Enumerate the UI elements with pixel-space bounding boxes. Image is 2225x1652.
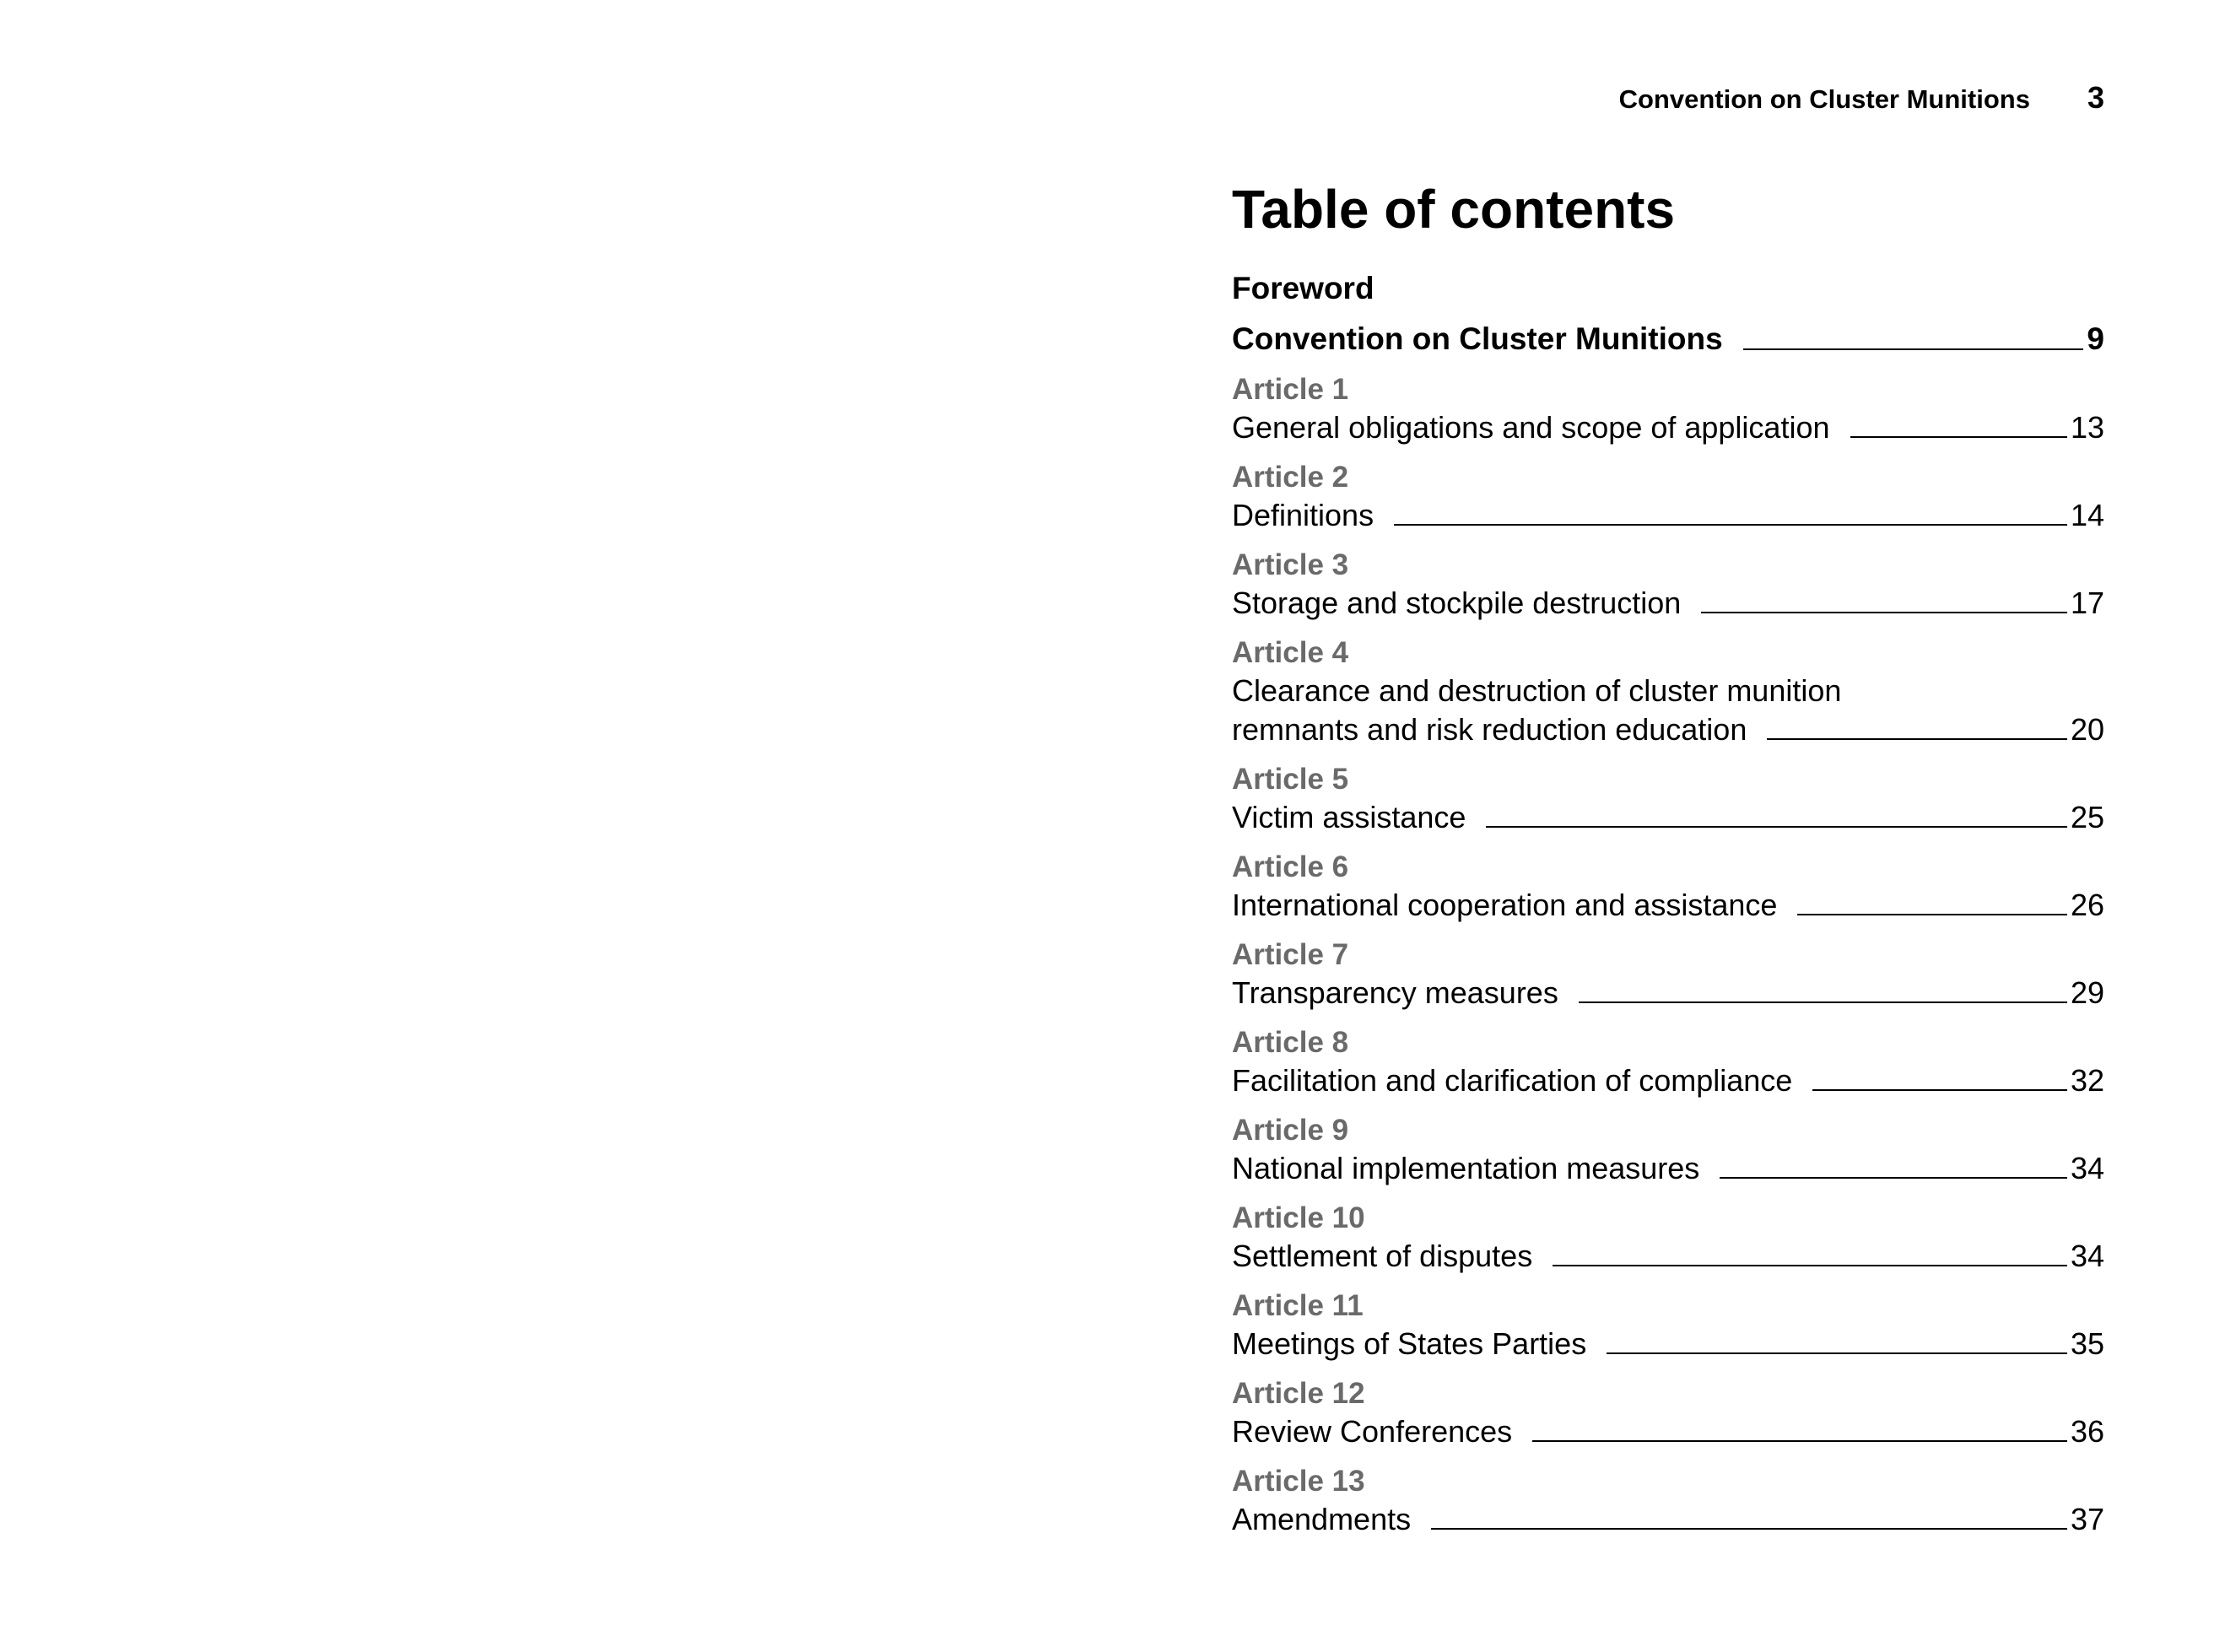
article-page-number: 35 (2070, 1326, 2104, 1361)
article-title: Amendments (1232, 1502, 1412, 1536)
leader-line (1743, 348, 2084, 350)
article-title: General obligations and scope of application (1232, 410, 1830, 445)
leader-line (1701, 612, 2067, 613)
toc-article-6[interactable] (1232, 849, 2104, 925)
toc-entry-foreword[interactable]: Foreword (1232, 271, 1374, 305)
leader-line (1486, 826, 2067, 828)
leader-line (1579, 1001, 2067, 1003)
article-label: Article 12 (1232, 1377, 1365, 1410)
article-title-line: Clearance and destruction of cluster munition (1232, 673, 1842, 708)
article-label: Article 13 (1232, 1465, 1365, 1498)
page-header (1232, 80, 2104, 116)
article-page-number: 34 (2070, 1239, 2104, 1273)
article-label: Article 10 (1232, 1201, 1365, 1234)
article-page-number: 32 (2070, 1063, 2104, 1098)
toc-entry-row (1232, 408, 2104, 447)
toc-article-8[interactable] (1232, 1024, 2104, 1100)
leader-line (1720, 1177, 2067, 1179)
toc-article-9[interactable] (1232, 1112, 2104, 1188)
article-label: Article 7 (1232, 938, 1349, 971)
article-title: Meetings of States Parties (1232, 1326, 1587, 1361)
leader-line (1553, 1265, 2067, 1266)
article-title: Definitions (1232, 498, 1374, 532)
article-title: remnants and risk reduction education (1232, 712, 1747, 747)
leader-line (1850, 436, 2067, 438)
toc-entry-row (1232, 496, 2104, 535)
toc-entry-row (1232, 1325, 2104, 1363)
article-label: Article 5 (1232, 763, 1349, 796)
article-page-number: 36 (2070, 1414, 2104, 1449)
toc-heading: Table of contents (1232, 179, 1676, 240)
article-title: National implementation measures (1232, 1151, 1700, 1185)
toc-article-11[interactable] (1232, 1288, 2104, 1363)
toc-entry-row (1232, 1149, 2104, 1188)
toc-entry-row (1232, 584, 2104, 623)
toc-entry-row (1232, 1500, 2104, 1539)
article-label: Article 6 (1232, 850, 1349, 883)
leader-line (1812, 1089, 2067, 1091)
toc-entry-row (1232, 1237, 2104, 1276)
toc-entry-page: 9 (2087, 321, 2104, 356)
leader-line (1532, 1440, 2067, 1442)
article-page-number: 20 (2070, 712, 2104, 747)
running-header-title: Convention on Cluster Munitions (1618, 84, 2030, 114)
toc-article-1[interactable] (1232, 371, 2104, 447)
toc-entry-convention[interactable] (1232, 319, 2104, 359)
toc-article-13[interactable] (1232, 1463, 2104, 1539)
article-page-number: 29 (2070, 975, 2104, 1010)
leader-line (1394, 524, 2067, 526)
article-label: Article 3 (1232, 548, 1349, 581)
article-title: International cooperation and assistance (1232, 888, 1778, 922)
toc-article-12[interactable] (1232, 1375, 2104, 1451)
article-title: Victim assistance (1232, 800, 1466, 834)
article-title: Transparency measures (1232, 975, 1558, 1010)
article-title: Review Conferences (1232, 1414, 1513, 1449)
leader-line (1431, 1528, 2067, 1530)
leader-line (1767, 738, 2067, 740)
toc-entry-row (1232, 1412, 2104, 1451)
article-page-number: 34 (2070, 1151, 2104, 1185)
article-page-number: 37 (2070, 1502, 2104, 1536)
article-page-number: 17 (2070, 586, 2104, 620)
article-title: Storage and stockpile destruction (1232, 586, 1682, 620)
article-label: Article 9 (1232, 1114, 1349, 1147)
table-of-contents (1232, 175, 2104, 1539)
toc-entry-row (1232, 798, 2104, 837)
toc-entry-row (1232, 710, 2104, 749)
toc-article-3[interactable] (1232, 547, 2104, 623)
toc-articles-list (1232, 371, 2104, 1539)
article-page-number: 13 (2070, 410, 2104, 445)
article-label: Article 2 (1232, 461, 1349, 494)
article-label: Article 8 (1232, 1026, 1349, 1059)
leader-line (1607, 1352, 2067, 1354)
toc-article-2[interactable] (1232, 459, 2104, 535)
article-page-number: 25 (2070, 800, 2104, 834)
article-label: Article 11 (1232, 1289, 1364, 1322)
toc-entry-row (1232, 1061, 2104, 1100)
toc-article-7[interactable] (1232, 937, 2104, 1012)
leader-line (1797, 914, 2067, 915)
article-title: Settlement of disputes (1232, 1239, 1533, 1273)
toc-entry-row (1232, 886, 2104, 925)
article-label: Article 1 (1232, 373, 1349, 406)
article-page-number: 26 (2070, 888, 2104, 922)
article-page-number: 14 (2070, 498, 2104, 532)
page-number: 3 (2087, 80, 2104, 115)
toc-article-10[interactable] (1232, 1200, 2104, 1276)
toc-entry-row (1232, 974, 2104, 1012)
toc-article-5[interactable] (1232, 761, 2104, 837)
article-title: Facilitation and clarification of compliance (1232, 1063, 1793, 1098)
article-label: Article 4 (1232, 636, 1349, 669)
toc-article-4[interactable] (1232, 634, 2104, 749)
toc-entry-title: Convention on Cluster Munitions (1232, 321, 1723, 356)
